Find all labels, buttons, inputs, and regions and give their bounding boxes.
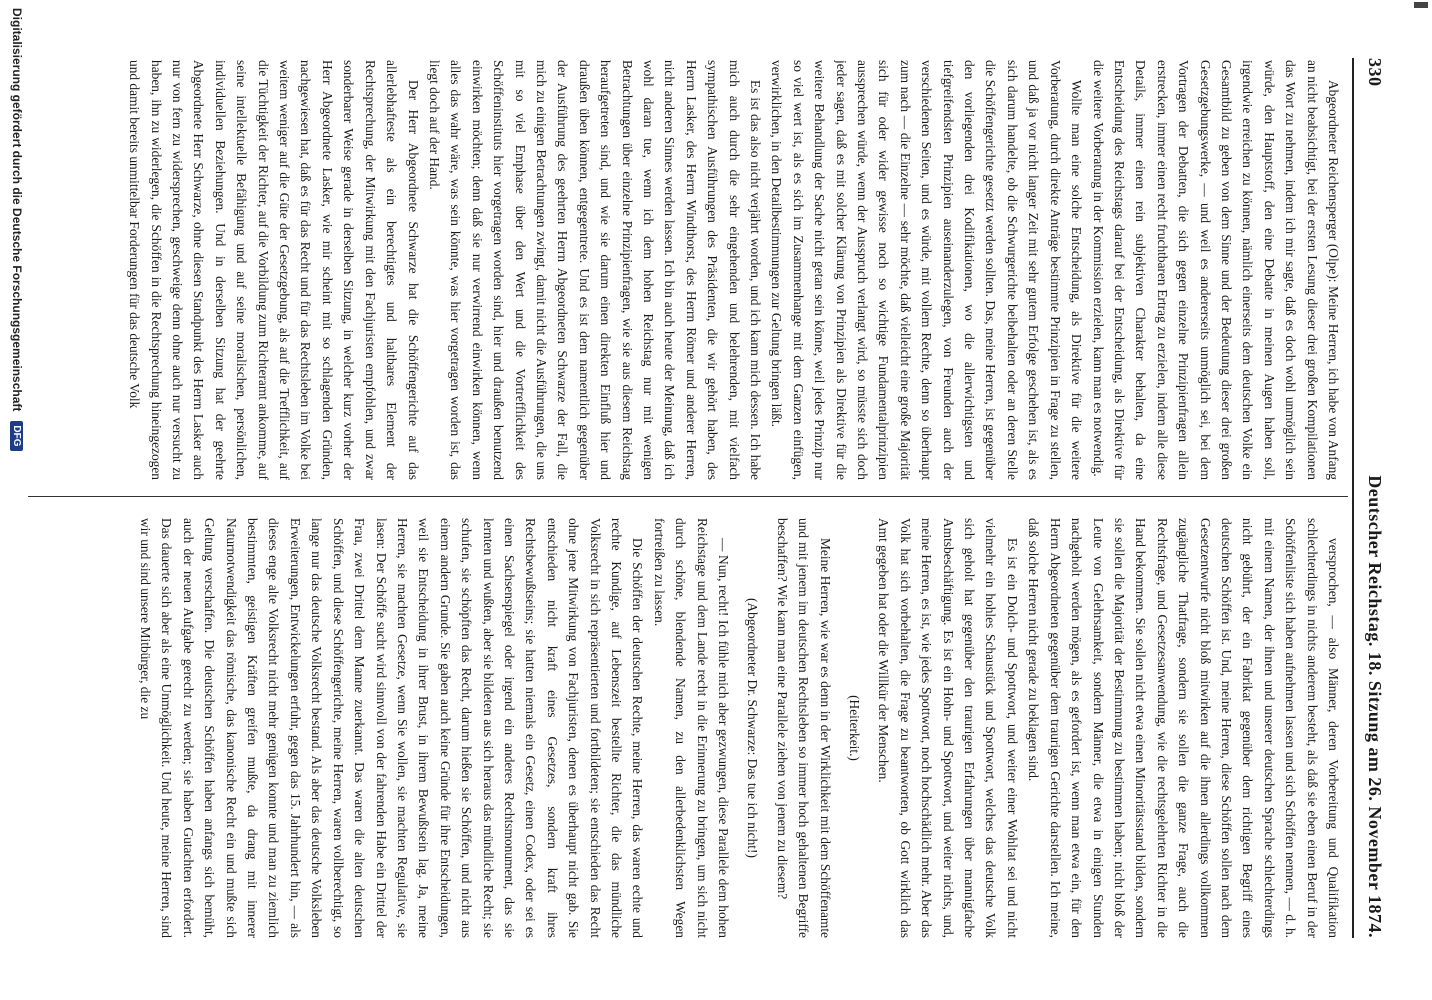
left-column [34,60,1344,480]
paragraph: Meine Herren, wie war es denn in der Wirklichkeit mit dem Schöffenamte und mit jenem im deutschen Rechtsleben so immer hoch gehaltenen Begriffe beschaffen? Wie kann man eine Parallele ziehen von jenem zu diesem? [774,518,833,938]
page-number: 330 [1365,58,1386,87]
paragraph: Es ist das also nicht verjährt worden, und ich kann mich dessen. Ich habe mich auch durch die sehr eingehenden und belehrenden, mit vielfach sympathischen Ausführungen des Präsidenten, die wir gehört haben, des Herrn Lasker, des Herrn Windthorst, des Herrn Römer und anderer Herren, nicht anderen Sinnes werden lassen. Ich bin auch heute der Meinung, daß ich wohl daran tue, wenn ich dem hohen Reichstag nur mit wenigen Betrachtungen über einzelne Prinzipienfragen, wie sie aus diesem Reichstag heraufgetreten sind, und wie sie darum einen direkten Einfluß hier und draußen üben können, entgegentrete. Und es ist dem namentlich gegenüber der Ausführung des geehrten Herrn Abgeordneten Schwarze der Fall, die mich zu einigen Betrachtungen zwingt, damit nicht die Ausführungen, die uns mit so viel Emphase über den Wert und die Vortrefflichkeit des Schöffeninstituts hier vorgetragen worden sind, hier und draußen benutzend einwirken möchten; denn daß sie nur verwirrend einwirken können, wenn alles das wahr wäre, was sein könnte, was hier vorgetragen worden ist, das liegt doch auf der Hand. [426,60,764,480]
interjection: (Heiterkeit.) [847,695,863,761]
right-column [34,518,1344,938]
interjection: (Abgeordneter Dr. Schwarze: Das tue ich nicht!) [745,598,761,858]
page-title: Deutscher Reichstag. 18. Sitzung am 26. November 1874. [1365,475,1386,938]
paragraph: — Nun, recht! Ich fühle mich aber gezwungen, diese Parallele dem hohen Reichstage und dem Lande recht in die Erinnerung zu bringen, um sich nicht durch schöne, blendende Namen, zu den allerbedenklichsten Wegen fortreißen zu lassen. [651,518,732,938]
scan-edge-mark [1414,2,1428,8]
paragraph: Die Schöffen der deutschen Rechte, meine Herren, das waren echte und rechte Kundige, auf Lebenszeit bestellte Richter, die das mündliche Volksrecht in sich repräsentierten und fortbildeten; sie entschieden das Recht ohne jene Mitwirkung von Fachjuristen, denen es überhaupt nicht gab. Sie entschieden nicht kraft eines Gesetzes, sondern kraft ihres Rechtsbewußtseins; sie hatten niemals ein Gesetz, einen Codex, oder sei es einen Sachsenspiegel oder irgend ein anderes Rechtsmonument, das sie lernten und wußten, aber sie bildeten aus sich heraus das mündliche Recht; sie schufen, sie schöpften das Recht, darum hießen sie Schöffen, und nicht aus einem andern Grunde. Sie gaben auch keine Gründe für ihre Entscheidungen, weil sie Entscheidung in ihrer Brust, in ihrem Bewußtsein lag. Ja, meine Herren, sie machten Gesetze, wenn Sie wollen, sie machten Regulative, sie lasen: Der Schöffe sucht wird sinnvoll von der fahrenden Habe ein Drittel der Frau, zwei Drittel dem Manne zuerkannt. Das waren die alten deutschen Schöffen, und diese Schöffengerichte, meine Herren, waren vollberechtigt, so lange nur das deutsche Volksrecht bestand. Als aber das deutsche Volksleben Erweiterungen, Entwickelungen erfuhr, gegen das 15. Jahrhundert hin, — als dieses enge alte Volksrecht nicht mehr genügen konnte und man zu ziemlich bestimmten, geistigen Kräften greifen mußte, da drang mit innerer Naturnotwendigkeit das römische, das kanonische Recht ein und mußte sich Geltung verschaffen. Die deutschen Schöffen haben anfangs sich bemüht, auch der neuen Aufgabe gerecht zu werden; sie haben Gutachten erfordert. Das dauerte sich aber als eine Unmöglichkeit. Und heute, meine Herren, sind wir und sind unsere Mitbürger, die zu [138,518,646,938]
paragraph: Abgeordneter Reichensperger (Olpe): Meine Herren, ich habe von Anfang an nicht beabsichtigt, bei der ersten Lesung dieser drei großen Kompilationen das Wort zu nehmen, indem ich mir sagte, daß es doch wohl unmöglich sein würde, den Hauptstoff, den eine Debatte in meinen Augen haben soll, irgendwie erreichen zu können, nämlich einerseits dem deutschen Volke ein Gesamtbild zu geben von dem Sinne und der Bedeutung dieser drei großen Gesetzgebungswerke, — und weil es andererseits unmöglich sei, bei dem Vortragen der Debatten, die sich gegen einzelne Prinzipienfragen allein erstrecken, immer einen recht fruchtbaren Ertrag zu erzielen, indem alle diese Details, immer einen rein subjektiven Charakter behalten, da eine Entscheidung des Reichstags darauf bei der Entscheidung, als Direktive für die weitere Vorberatung in der Kommission erzielen, kann man es notwendig. [1090,60,1341,480]
column-divider [28,496,1348,497]
paragraph: Der Herr Abgeordnete Schwarze hat die Schöffengerichte auf das allerlebhafteste als ein berechtigtes und haltbares Element der Rechtsprechung, der Mitwirkung mit den Fachjuristen empfohlen, und zwar sonderbarer Weise gerade in derselben Sitzung, in welcher kurz vorher der Herr Abgeordnete Lasker, wie mir scheint mit so schlagenden Gründen, nachgewiesen hat, daß es für das Recht und für das Rechtsleben im Volke bei weitem weniger auf die Güte der Gesetzgebung, als auf die Trefflichkeit, auf die Tüchtigkeit der Richter, auf die Vorbildung zum Richteramt ankomme, auf seine intellektuelle Befähigung und auf seine moralischen, persönlichen, individuellen Beziehungen. Und in derselben Sitzung hat der geehrte Abgeordnete Herr Schwarze, ohne diesen Standpunkt des Herrn Lasker auch nur von fern zu widersprechen, geschweige denn ohne auch nur versucht zu haben, ihn zu widerlegen, die Schöffen in die Rechtsprechung hineingezogen und damit bereits unmittelbar Forderungen für das deutsche Volk [127,60,421,480]
paragraph: Es ist ein Dolch- und Spottwort, und weiter einer Wohltat sei und nicht vielmehr ein hohles Schaustück und Spottwort, welches das deutsche Volk sich geholt hat gegenüber den traurigen Erfahrungen über mannigfache Amtsbeschäftigung. Es ist ein Hohn- und Spottwort, und weiter nichts, und, meine Herren, es ist, wie jedes Spottwort, noch hochschädlich mehr. Aber das Volk hat sich vorbehalten, die Frage zu beantworten, ob Gott wirklich das Amt gegeben hat oder die Willkür der Menschen. [876,518,1020,938]
digitization-credit [7,8,27,708]
paragraph: Wollte man eine solche Entscheidung, als Direktive für die weitere Vorberatung, durch direkte Anträge bestimmte Prinzipien in Frage zu stellen, und daß ja vor nicht langer Zeit mit sehr gutem Erfolge geschehen ist, als es sich darum handelte, ob die Schwurgerichte beibehalten oder an deren Stelle die Schöffengerichte gesetzt werden sollten. Das, meine Herren, ist gegenüber den vorliegenden drei Kodifikationen, wo die allerwichtigsten und tiefgreifendsten Prinzipien auseinanderzulegen, von Freunden auch der verschiedenen Seiten, und es würde, mit vollem Rechte, denn so überhaupt zum nach — die Einzelne — sehr möchte, daß vielleicht eine große Majorität sich für oder wider gewisse noch so wichtige Fundamentalprinzipien aussprechen würde, wenn der Ausspruch verlangt wird, so müsste sich doch jeder sagen, daß es mit solcher Klärung von Prinzipien als Direktive für die weitere Behandlung der Sache nicht getan sein könne, weil jedes Prinzip nur so viel wert ist, als es sich im Zusammenhange mit dem Ganzen einfügen, verwirklichen, in den Detailbestimmungen zur Geltung bringen läßt. [769,60,1085,480]
page-header [1362,58,1388,938]
paragraph: versprochen, — also Männer, deren Vorbereitung und Qualifikation schlechterdings in nichts anderem besteht, als daß sie eben einen Beruf in der Schöffenliste sich haben aufnehmen lassen und sich Schöffen nennen, — d. h. mit einem Namen, der ihnen und unserer deutschen Sprache schlechterdings nicht gebührt, der ein Fabrikat gegenüber dem richtigen Begriff eines deutschen Schöffen ist. Und, meine Herren, diese Schöffen sollen nach dem Gesetzentwurfe nicht bloß mitwirken auf die ihnen allerdings vollkommen zugängliche Thatfrage, sondern sie sollen die ganze Frage, auch die Rechtsfrage, und Gesetzesanwendung, wie die rechtsgelehrten Richter in die Hand bekommen. Sie sollen nicht etwa einen Minoritätsstand bilden, sondern sie sollen die Majorität der Bestimmung zu bestimmen haben; nicht bloß der Leute von Gelehrsamkeit, sondern Männer, die etwa in einigen Stunden nachgeholt werden mögen, als es gefordert ist, wenn man etwa ein, für den Herrn Abgeordneten gegenüber dem traurigen Gerichte darstellen. Ich meine, daß solche Herren nicht gerade zu beklagen sind. [1026,518,1341,938]
dfg-logo: DFG [11,421,24,450]
credit-text: Digitalisierung gefördert durch die Deutsche Forschungsgemeinschaft [10,8,24,412]
header-rule [1352,58,1354,938]
